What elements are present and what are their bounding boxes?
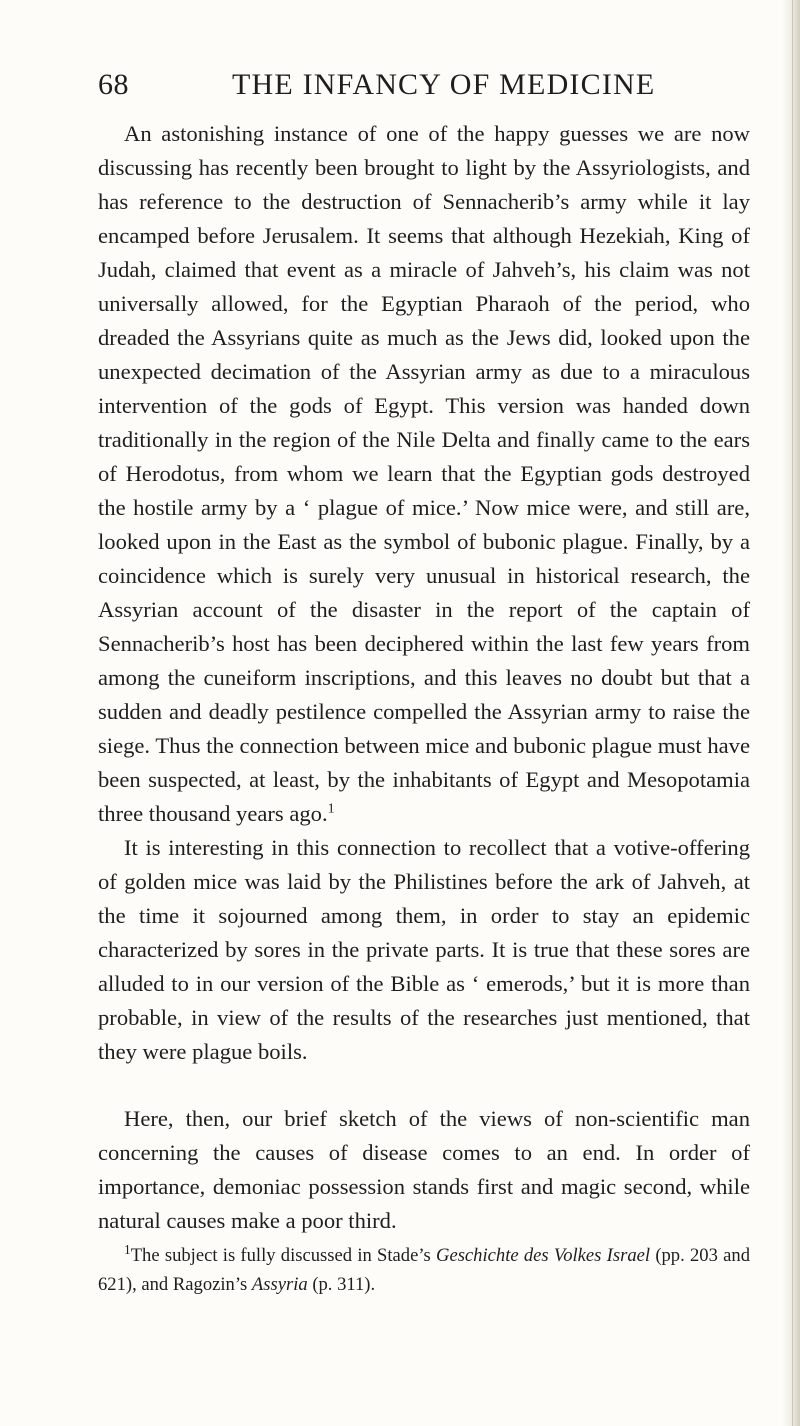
footnote-text-before: The subject is fully discussed in Stade’s bbox=[130, 1245, 437, 1266]
footnote-text-after: (p. 311). bbox=[307, 1274, 376, 1295]
running-title: THE INFANCY OF MEDICINE bbox=[232, 68, 656, 101]
paragraph-text: It is interesting in this connection to recollect that a votive-offering of golden mice was laid by the Philistines before the ark of Jahveh, at the time it sojourned among them, in order to stay an epidemic characterized by sores in the private parts. It is true that these sores are alluded to in our version of the Bible as ‘ emerods,’ but it is more than probable, in view of the results of the researches just mentioned, that they were plague boils. bbox=[98, 835, 750, 1064]
body-text bbox=[98, 117, 750, 1299]
paragraph-text: An astonishing instance of one of the happy guesses we are now discussing has recently been brought to light by the Assyriologists, and has reference to the destruction of Sennacherib’s army while it lay encamped before Jerusalem. It seems that although Hezekiah, King of Judah, claimed that event as a miracle of Jahveh’s, his claim was not universally allowed, for the Egyptian Pharaoh of the period, who dreaded the Assyrians quite as much as the Jews did, looked upon the unexpected decimation of the Assyrian army as due to a miraculous intervention of the gods of Egypt. This version was handed down traditionally in the region of the Nile Delta and finally came to the ears of Herodotus, from whom we learn that the Egyptian gods destroyed the hostile army by a ‘ plague of mice.’ Now mice were, and still are, looked upon in the East as the symbol of bubonic plague. Finally, by a coincidence which is surely very unusual in historical research, the Assyrian account of the disaster in the report of the captain of Sennacherib’s host has been deciphered within the last few years from among the cuneiform inscriptions, and this leaves no doubt but that a sudden and deadly pestilence compelled the Assyrian army to raise the siege. Thus the connection between mice and bubonic plague must have been suspected, at least, by the inhabitants of Egypt and Mesopotamia three thousand years ago. bbox=[98, 121, 750, 826]
paragraph-text: Here, then, our brief sketch of the views of non-scientific man concerning the causes of disease comes to an end. In order of importance, demoniac possession stands first and magic second, while natural causes make a poor third. bbox=[98, 1106, 750, 1233]
footnote-marker: 1 bbox=[124, 1241, 131, 1257]
page-edge-line bbox=[792, 0, 793, 1426]
footnote-title-stade: Geschichte des Volkes Israel bbox=[436, 1245, 651, 1266]
footnote-reference: 1 bbox=[327, 801, 335, 817]
page-edge-shadow bbox=[782, 0, 800, 1426]
footnote-text-middle: (pp. 203 and 621), and Ragozin’s bbox=[98, 1245, 751, 1295]
page-number: 68 bbox=[98, 68, 129, 101]
paragraph-assyrian-plague bbox=[98, 117, 750, 831]
page-header bbox=[98, 68, 750, 108]
paragraph-conclusion bbox=[98, 1102, 750, 1238]
paragraph-golden-mice bbox=[98, 831, 750, 1069]
footnote bbox=[98, 1241, 750, 1299]
footnote-title-ragozin: Assyria bbox=[251, 1274, 308, 1295]
